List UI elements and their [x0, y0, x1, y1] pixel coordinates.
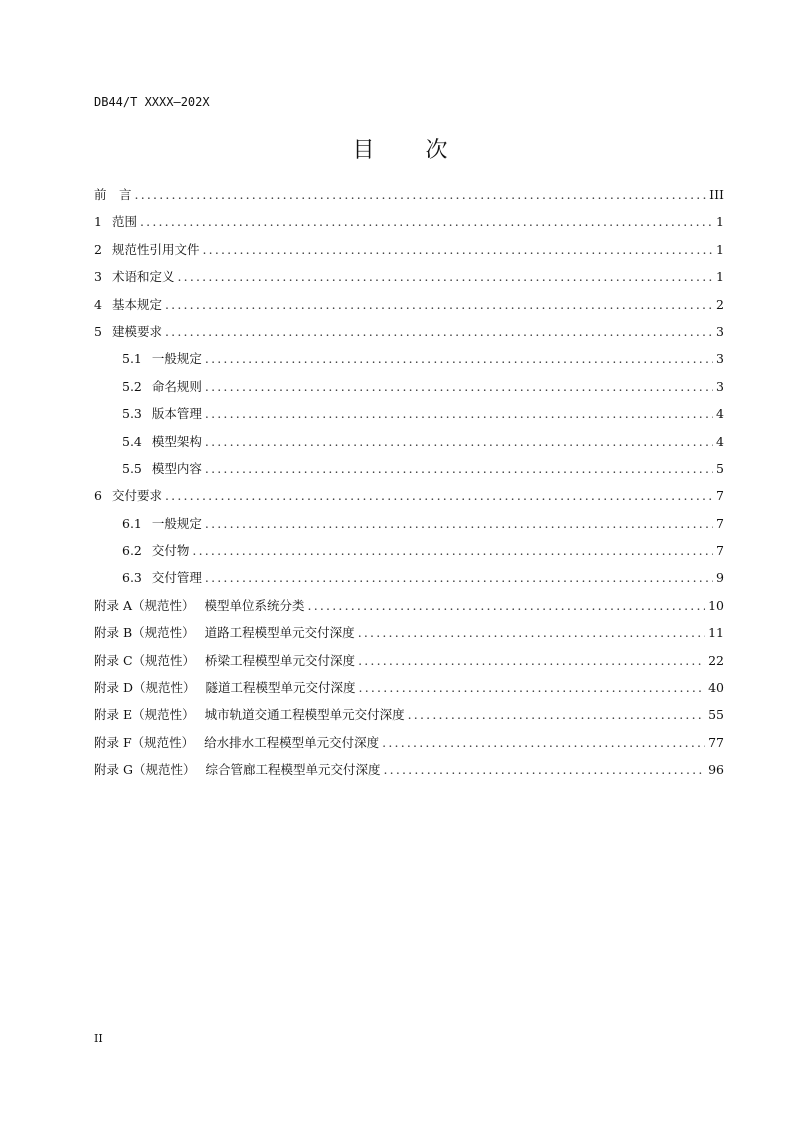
document-id: DB44/T XXXX—202X — [94, 95, 210, 109]
dot-leader — [202, 242, 713, 257]
toc-entry[interactable] — [94, 322, 724, 349]
toc-entry[interactable] — [94, 596, 724, 623]
dot-leader — [165, 488, 713, 503]
dot-leader — [383, 762, 705, 777]
toc-entry-page: 1 — [716, 269, 724, 285]
toc-entry-number: 5.5 — [122, 460, 142, 476]
page-number: II — [94, 1032, 103, 1045]
toc-entry-number: 1 — [94, 214, 102, 230]
toc-entry-label: 道路工程模型单元交付深度 — [204, 625, 355, 641]
table-of-contents — [94, 185, 724, 788]
toc-entry-label: 交付管理 — [151, 570, 202, 586]
dot-leader — [135, 187, 707, 202]
toc-entry-number: 6.2 — [122, 543, 142, 559]
dot-leader — [205, 434, 713, 449]
toc-entry[interactable] — [94, 651, 724, 678]
toc-entry[interactable] — [94, 486, 724, 513]
toc-entry-number: 附录 C（规范性） — [94, 652, 196, 668]
dot-leader — [205, 516, 713, 531]
toc-entry[interactable] — [94, 514, 724, 541]
toc-entry[interactable] — [94, 267, 724, 294]
toc-entry-label: 隧道工程模型单元交付深度 — [205, 680, 356, 696]
dot-leader — [177, 269, 713, 284]
toc-entry-label: 交付物 — [151, 543, 190, 559]
toc-entry-label: 交付要求 — [111, 488, 162, 504]
toc-entry-number: 6.1 — [122, 515, 142, 531]
toc-entry-number: 5.1 — [122, 351, 142, 367]
toc-entry-label: 桥梁工程模型单元交付深度 — [205, 652, 356, 668]
toc-entry-page: 9 — [716, 570, 724, 586]
toc-entry[interactable] — [94, 760, 724, 787]
toc-entry-page: 1 — [716, 214, 724, 230]
toc-entry-number: 6 — [94, 488, 102, 504]
toc-entry-page: 96 — [708, 762, 724, 778]
toc-entry[interactable] — [94, 541, 724, 568]
toc-entry-page: 1 — [716, 241, 724, 257]
dot-leader — [358, 625, 705, 640]
toc-entry[interactable] — [94, 705, 724, 732]
toc-entry-number: 5.2 — [122, 378, 142, 394]
toc-entry[interactable] — [94, 295, 724, 322]
toc-entry[interactable] — [94, 623, 724, 650]
toc-entry-page: 7 — [716, 543, 724, 559]
dot-leader — [140, 214, 713, 229]
toc-entry-page: 5 — [716, 460, 724, 476]
toc-entry[interactable] — [94, 678, 724, 705]
toc-entry-number: 5 — [94, 323, 102, 339]
toc-entry-page: 7 — [716, 515, 724, 531]
toc-entry-number: 附录 E（规范性） — [94, 707, 195, 723]
toc-entry-page: 3 — [716, 351, 724, 367]
toc-entry-number: 4 — [94, 296, 102, 312]
toc-entry-label: 前 言 — [94, 187, 132, 202]
toc-entry-number: 5.3 — [122, 406, 142, 422]
toc-entry[interactable] — [94, 240, 724, 267]
toc-entry-page: III — [709, 187, 724, 202]
toc-entry-number: 附录 F（规范性） — [94, 734, 195, 750]
toc-entry-page: 4 — [716, 433, 724, 449]
toc-entry-page: 4 — [716, 406, 724, 422]
toc-entry-number: 附录 G（规范性） — [94, 762, 196, 778]
dot-leader — [205, 570, 713, 585]
toc-entry-page: 10 — [708, 597, 724, 613]
toc-entry-page: 3 — [716, 323, 724, 339]
toc-entry-number: 6.3 — [122, 570, 142, 586]
dot-leader — [382, 735, 705, 750]
toc-entry-number: 附录 A（规范性） — [94, 597, 195, 613]
dot-leader — [408, 707, 705, 722]
dot-leader — [205, 379, 713, 394]
toc-entry[interactable] — [94, 212, 724, 239]
toc-entry-label: 建模要求 — [111, 323, 162, 339]
toc-entry[interactable] — [94, 568, 724, 595]
toc-entry-label: 基本规定 — [111, 296, 162, 312]
toc-entry[interactable] — [94, 349, 724, 376]
toc-entry-label: 一般规定 — [151, 351, 202, 367]
dot-leader — [205, 406, 713, 421]
toc-entry-page: 11 — [708, 625, 724, 641]
toc-entry-number: 附录 D（规范性） — [94, 680, 196, 696]
toc-entry-number: 2 — [94, 241, 102, 257]
toc-entry[interactable] — [94, 185, 724, 212]
toc-entry-label: 规范性引用文件 — [111, 241, 200, 257]
toc-entry-page: 2 — [716, 296, 724, 312]
dot-leader — [192, 543, 713, 558]
toc-entry-label: 给水排水工程模型单元交付深度 — [204, 734, 380, 750]
toc-entry-page: 7 — [716, 488, 724, 504]
toc-entry-label: 命名规则 — [151, 378, 202, 394]
dot-leader — [308, 598, 706, 613]
toc-entry[interactable] — [94, 432, 724, 459]
dot-leader — [205, 461, 713, 476]
toc-entry-label: 模型内容 — [151, 460, 202, 476]
toc-entry[interactable] — [94, 733, 724, 760]
dot-leader — [359, 680, 706, 695]
toc-entry-label: 综合管廊工程模型单元交付深度 — [205, 762, 381, 778]
dot-leader — [165, 324, 713, 339]
toc-entry-page: 22 — [708, 652, 724, 668]
toc-entry[interactable] — [94, 459, 724, 486]
toc-entry-number: 3 — [94, 269, 102, 285]
toc-entry-page: 40 — [708, 680, 724, 696]
toc-entry[interactable] — [94, 377, 724, 404]
toc-entry-label: 模型单位系统分类 — [204, 597, 305, 613]
toc-entry-page: 3 — [716, 378, 724, 394]
dot-leader — [205, 351, 713, 366]
dot-leader — [358, 653, 705, 668]
toc-entry-label: 一般规定 — [151, 515, 202, 531]
toc-entry-number: 附录 B（规范性） — [94, 625, 195, 641]
toc-entry-label: 城市轨道交通工程模型单元交付深度 — [204, 707, 405, 723]
toc-entry-number: 5.4 — [122, 433, 142, 449]
dot-leader — [165, 297, 713, 312]
toc-entry-label: 范围 — [111, 214, 137, 230]
toc-entry-label: 模型架构 — [151, 433, 202, 449]
toc-entry[interactable] — [94, 404, 724, 431]
toc-entry-page: 55 — [708, 707, 724, 723]
page-title: 目 次 — [352, 138, 470, 163]
toc-entry-page: 77 — [708, 734, 724, 750]
toc-entry-label: 版本管理 — [151, 406, 202, 422]
toc-entry-label: 术语和定义 — [111, 269, 175, 285]
